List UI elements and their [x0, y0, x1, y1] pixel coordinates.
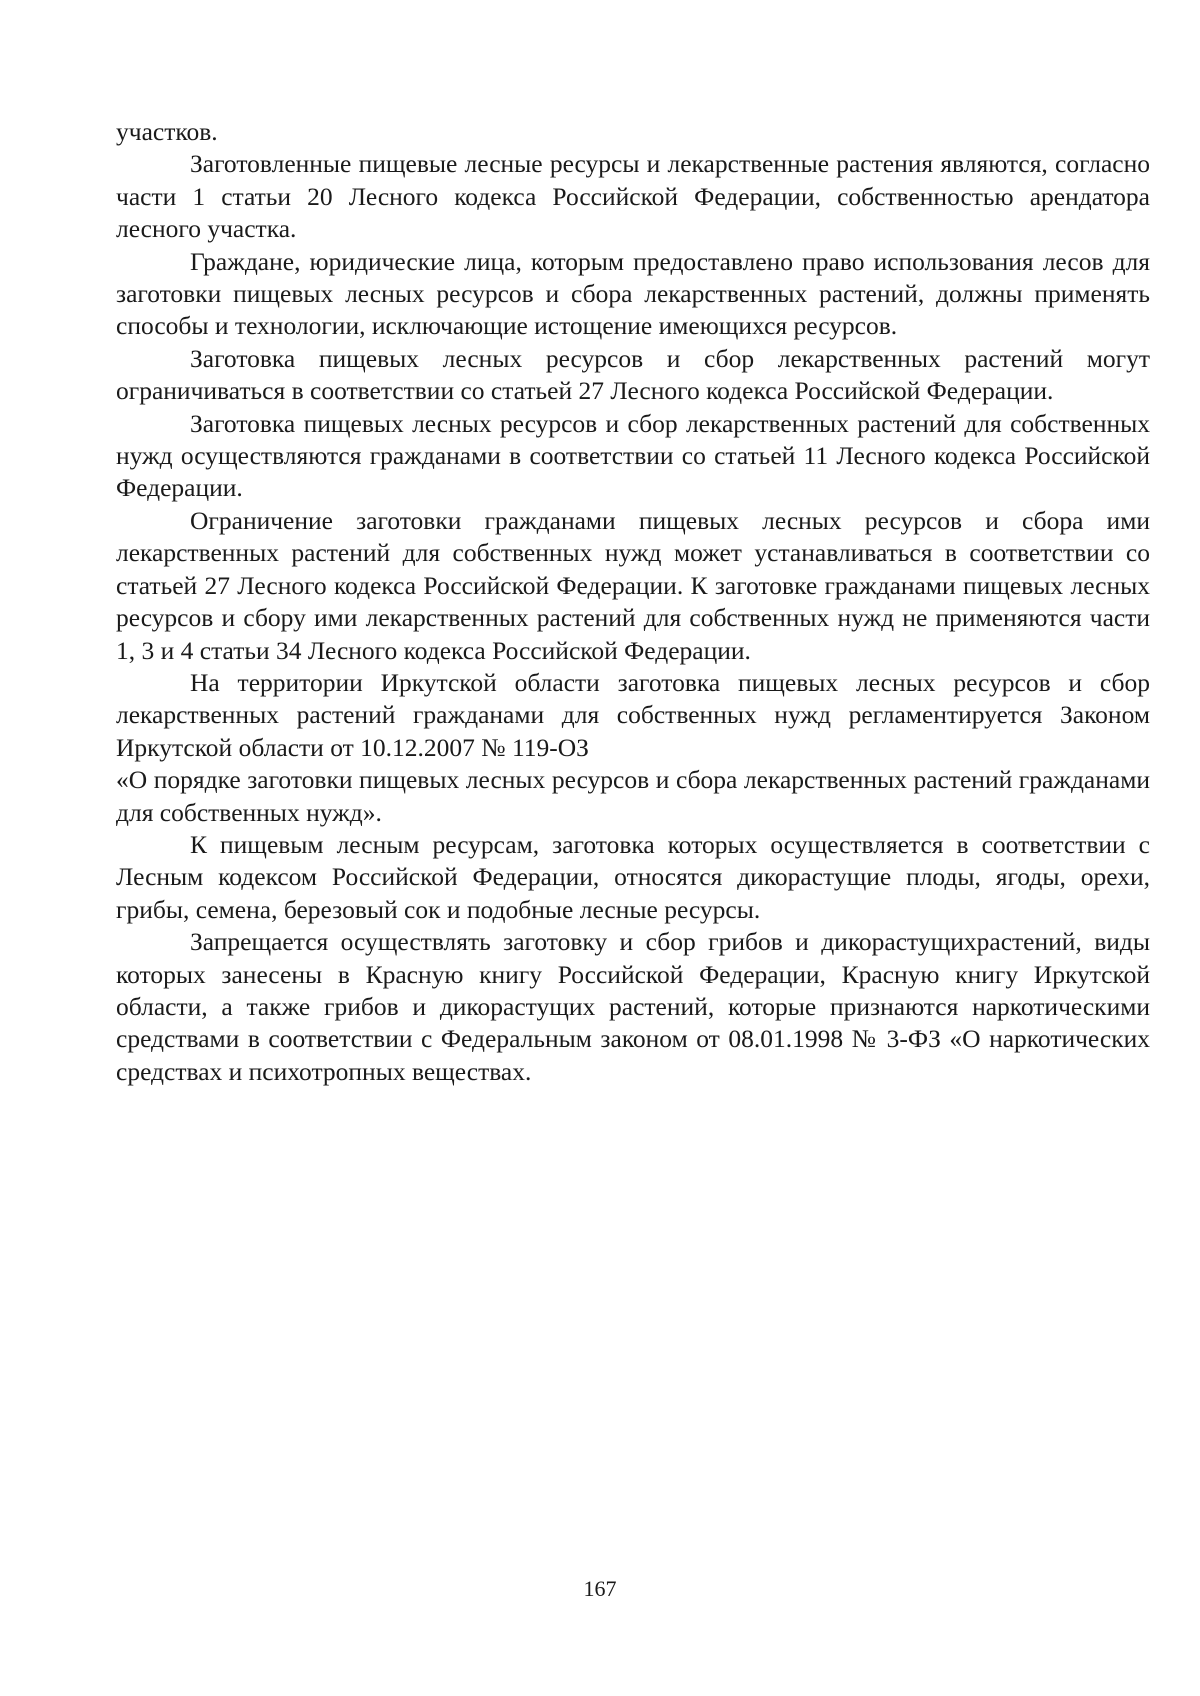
document-body [116, 116, 1150, 1088]
paragraph-restriction: Заготовка пищевых лесных ресурсов и сбор лекарственных растений могут ограничиваться в соответствии со статьей 27 Лесного кодекса Российской Федерации. [116, 343, 1150, 406]
paragraph-ownership: Заготовленные пищевые лесные ресурсы и лекарственные растения являются, согласно части 1 статьи 20 Лесного кодекса Российской Федерации, собственностью арендатора лесного участка. [116, 149, 1150, 244]
paragraph-continuation: участков. [116, 117, 218, 146]
paragraph-law-title: «О порядке заготовки пищевых лесных ресурсов и сбора лекарственных растений гражданами для собственных нужд». [116, 765, 1150, 827]
paragraph-irkutsk-law: На территории Иркутской области заготовка пищевых лесных ресурсов и сбор лекарственных растений гражданами для собственных нужд регламентируется Законом Иркутской области от 10.12.2007 № 119-ОЗ [116, 667, 1150, 762]
paragraph-food-resources: К пищевым лесным ресурсам, заготовка которых осуществляется в соответствии с Лесным кодексом Российской Федерации, относятся дикорастущие плоды, ягоды, орехи, грибы, семена, березовый сок и подобные лесные ресурсы. [116, 829, 1150, 924]
paragraph-own-needs: Заготовка пищевых лесных ресурсов и сбор лекарственных растений для собственных нужд осуществляются гражданами в соответствии со статьей 11 Лесного кодекса Российской Федерации. [116, 408, 1150, 503]
paragraph-citizen-limits: Ограничение заготовки гражданами пищевых лесных ресурсов и сбора ими лекарственных растений для собственных нужд может устанавливаться в соответствии со статьей 27 Лесного кодекса Российской Федерации. К заготовке гражданами пищевых лесных ресурсов и сбору ими лекарственных растений для собственных нужд не применяются части 1, 3 и 4 статьи 34 Лесного кодекса Российской Федерации. [116, 505, 1150, 665]
paragraph-prohibition: Запрещается осуществлять заготовку и сбор грибов и дикорастущихрастений, виды которых занесены в Красную книгу Российской Федерации, Красную книгу Иркутской области, а также грибов и дикорастущих растений, которые признаются наркотическими средствами в соответствии с Федеральным законом от 08.01.1998 № 3-ФЗ «О наркотических средствах и психотропных веществах. [116, 927, 1150, 1086]
page-number: 167 [583, 1576, 617, 1601]
paragraph-methods: Граждане, юридические лица, которым предоставлено право использования лесов для заготовки пищевых лесных ресурсов и сбора лекарственных растений, должны применять способы и технологии, исключающие истощение имеющихся ресурсов. [116, 246, 1150, 341]
